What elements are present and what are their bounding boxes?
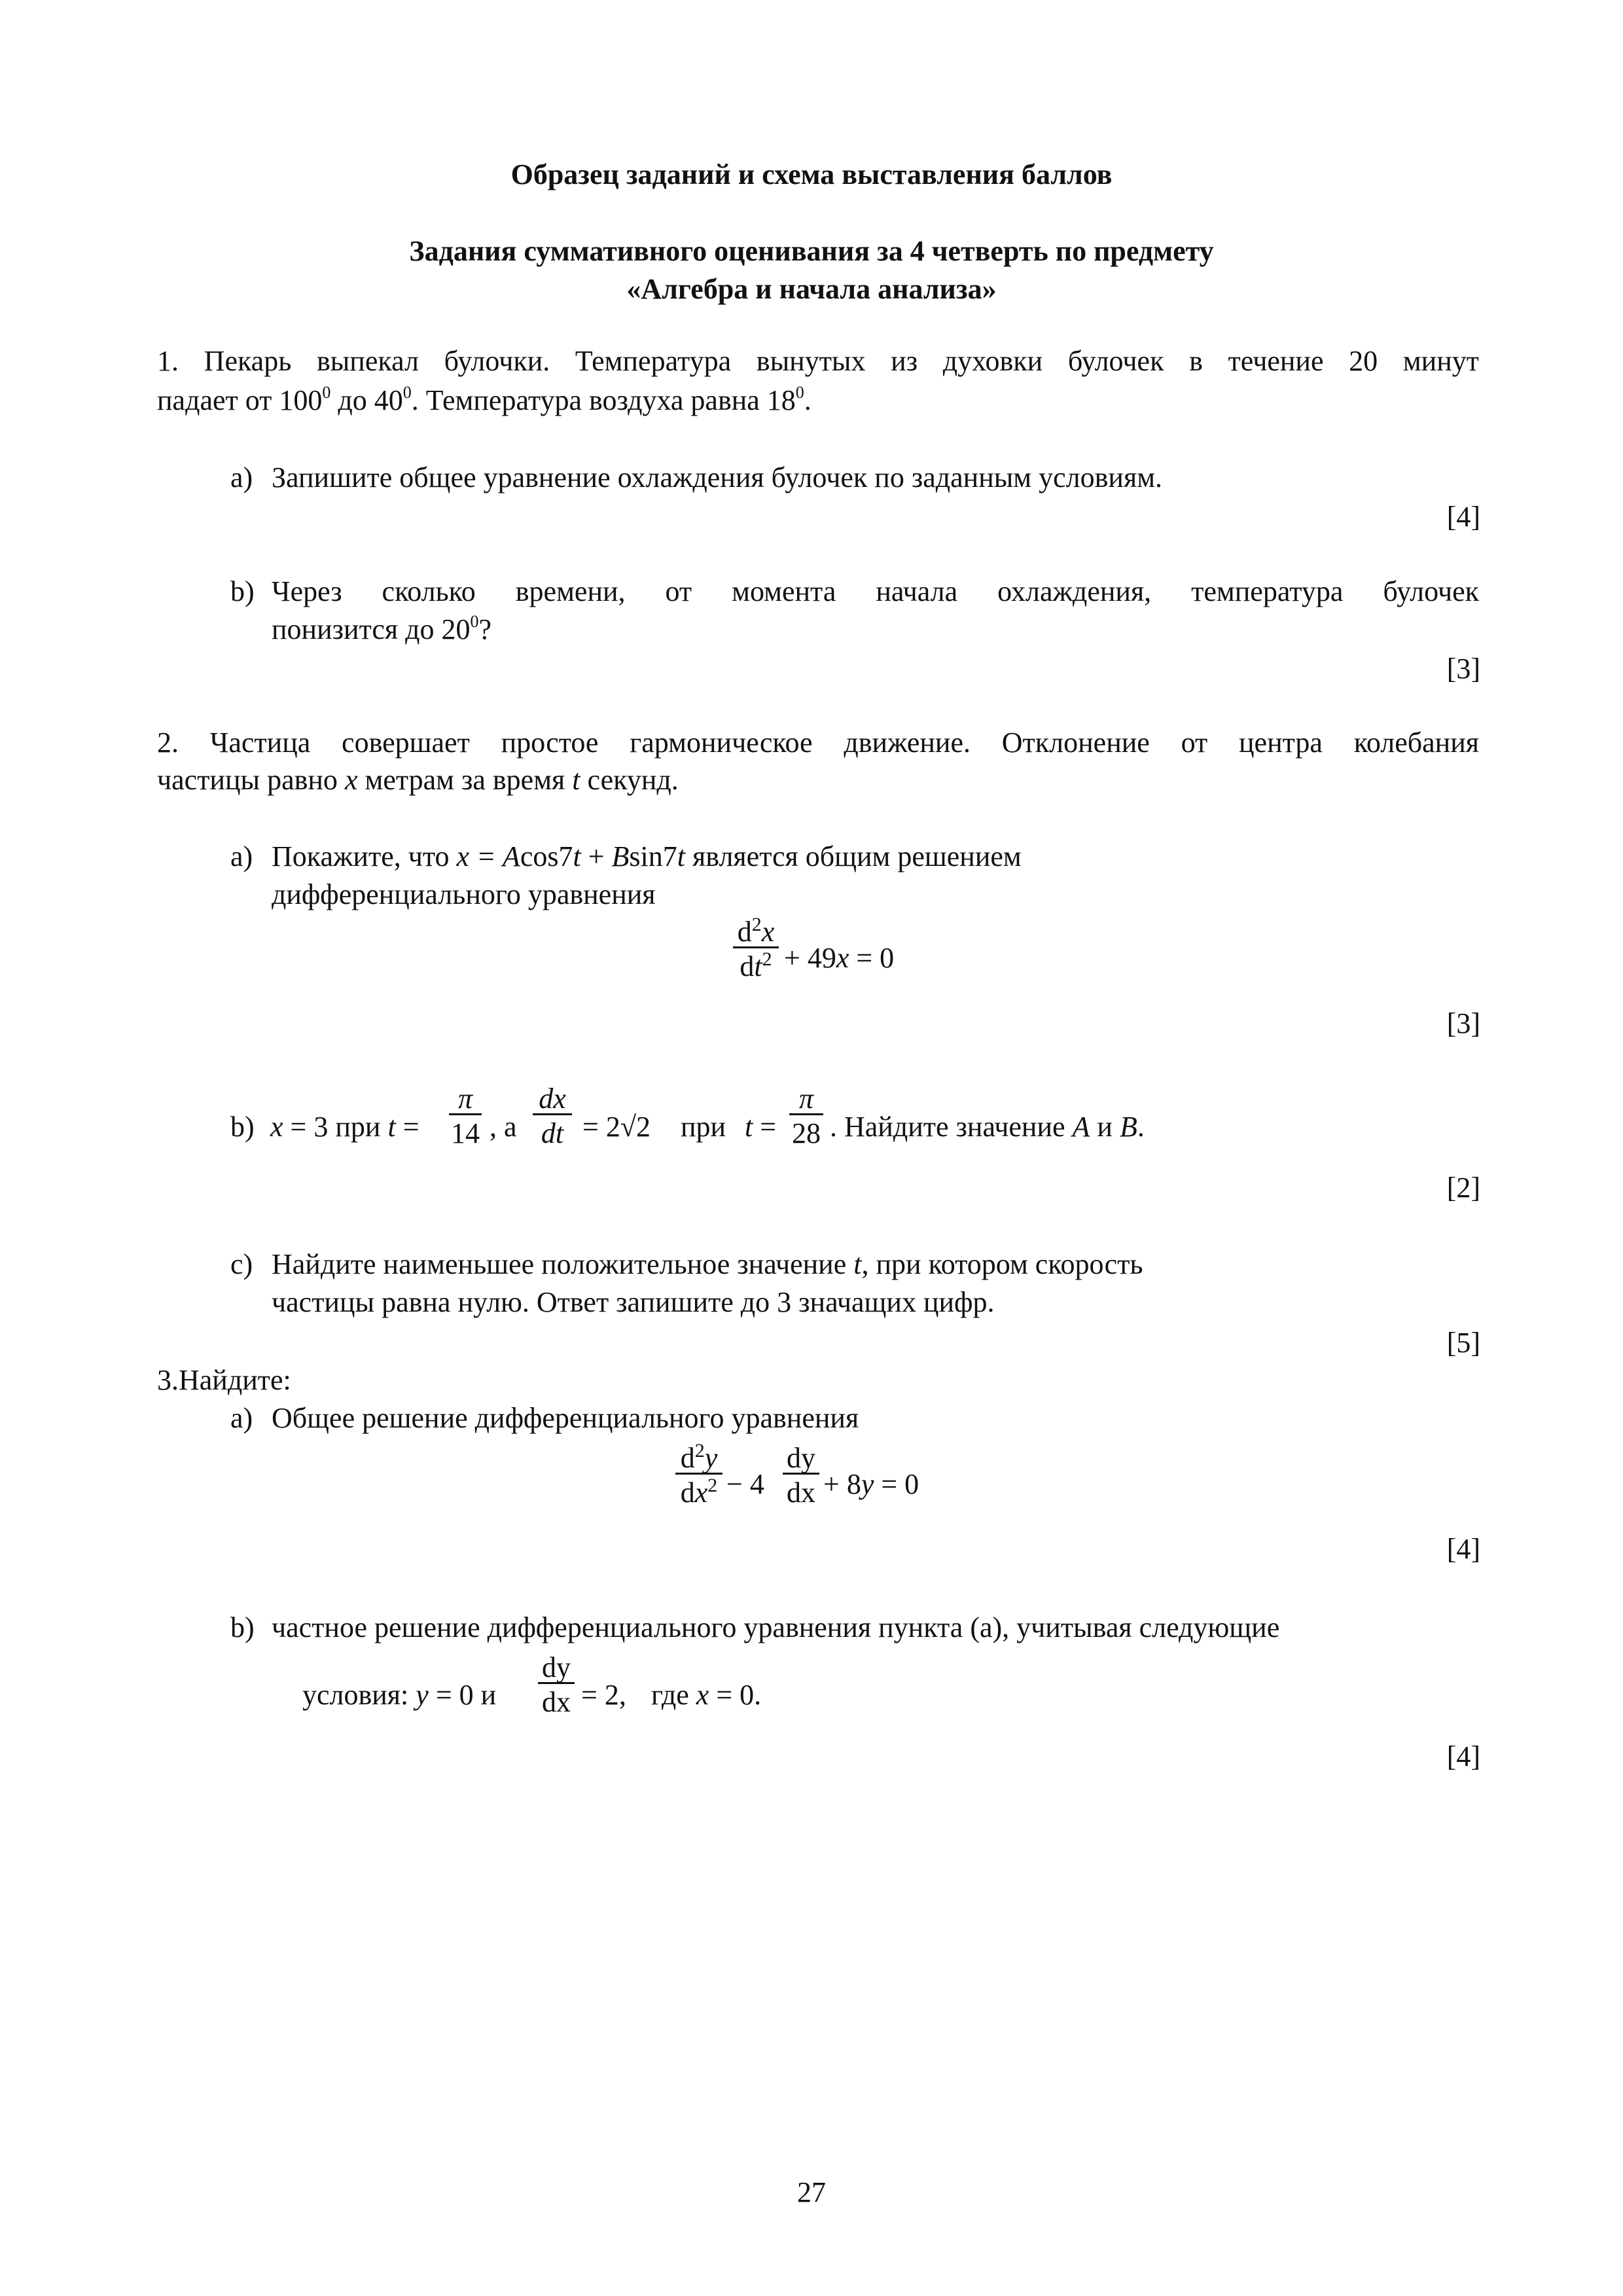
- var-x: x: [270, 1111, 283, 1143]
- task3-a-fraction-dydx: [783, 1444, 819, 1507]
- task1-b-score: [3]: [1446, 653, 1480, 685]
- pi-symbol: π: [457, 1083, 473, 1115]
- text-part: и: [1090, 1111, 1120, 1143]
- text-part: . Найдите значение: [830, 1111, 1073, 1143]
- task1-text-part: . Температура воздуха равна 18: [411, 384, 796, 416]
- task1-b-text-part: понизится до 20: [272, 613, 471, 645]
- task3-b-conditions-a: [302, 1681, 496, 1710]
- page-number: 27: [797, 2176, 826, 2208]
- d-symbol: d: [680, 1442, 695, 1474]
- text-part: = 0 и: [428, 1679, 497, 1711]
- task1-text-line2: [157, 383, 812, 416]
- task2-b-t-eq: [745, 1113, 776, 1141]
- equation-part: = 0: [874, 1468, 919, 1500]
- task3-b-fraction-dydx: [538, 1653, 575, 1717]
- task2-b-label: b): [230, 1111, 255, 1143]
- pi-symbol: π: [798, 1083, 814, 1115]
- power-sup: 2: [751, 914, 762, 935]
- task2-b-value: = 2√2: [582, 1111, 651, 1143]
- var-t: t: [745, 1111, 753, 1143]
- fraction-numerator: dx: [539, 1083, 566, 1115]
- task2-a-text-line2: дифференциального уравнения: [272, 878, 656, 910]
- task2-text-line1: 2. Частица совершает простое гармоническое движение. Отклонение от центра колебания: [157, 726, 1479, 759]
- var-x: x: [344, 764, 358, 796]
- task2-b-pri: при: [681, 1111, 726, 1143]
- text-part: .: [1137, 1111, 1145, 1143]
- var-t: t: [677, 840, 686, 872]
- task2-text-line2: [157, 766, 679, 795]
- formula-part: sin7: [629, 840, 677, 872]
- degree-sup: 0: [402, 383, 412, 402]
- text-part: =: [753, 1111, 777, 1143]
- task1-text-part: падает от 100: [157, 384, 323, 416]
- power-sup: 2: [694, 1440, 705, 1462]
- fraction-denominator: dt: [541, 1117, 564, 1149]
- equation-part: + 49: [784, 942, 836, 974]
- equation-part: + 8: [823, 1468, 861, 1500]
- fraction-denominator: 28: [792, 1117, 821, 1149]
- text-part: , при котором скорость: [861, 1248, 1143, 1280]
- task2-b-fraction-dxdt: [533, 1085, 572, 1148]
- task2-a-text-part: является общим решением: [685, 840, 1022, 872]
- fraction-numerator: dy: [787, 1442, 815, 1474]
- equation-part: = 0: [849, 942, 895, 974]
- task1-text-part: до 40: [330, 384, 403, 416]
- task2-text-part: частицы равно: [157, 764, 345, 796]
- text-part: условия:: [302, 1679, 416, 1711]
- task2-a-equation-fraction: [733, 914, 779, 982]
- task2-b-comma-a: , а: [490, 1111, 517, 1143]
- var-t: t: [853, 1248, 862, 1280]
- document-title: Образец заданий и схема выставления баллов: [510, 158, 1113, 190]
- var-y: y: [416, 1679, 429, 1711]
- task2-b-score: [2]: [1446, 1172, 1480, 1204]
- task3-b-label: b): [230, 1611, 255, 1643]
- degree-sup: 0: [470, 612, 479, 631]
- task1-b-text-part: ?: [478, 613, 492, 645]
- var-x: x: [761, 916, 775, 948]
- task1-b-text-line1: Через сколько времени, от момента начала охлаждения, температура булочек: [272, 575, 1479, 607]
- task3-a-label: a): [230, 1402, 253, 1434]
- var-t: t: [572, 764, 580, 796]
- var-x: x: [836, 942, 849, 974]
- task2-text-part: метрам за время: [357, 764, 573, 796]
- task3-a-score: [4]: [1446, 1533, 1480, 1565]
- task1-text-part: .: [804, 384, 812, 416]
- var-y: y: [861, 1468, 874, 1500]
- fraction-numerator: [733, 914, 779, 948]
- task3-b-conditions-b: [651, 1681, 761, 1710]
- task1-a-score: [4]: [1446, 501, 1480, 533]
- task2-b-part1: [270, 1113, 419, 1141]
- task3-a-fraction-d2y: [675, 1440, 722, 1509]
- text-part: =: [395, 1111, 419, 1143]
- d-symbol: d: [737, 916, 752, 948]
- task3-title: 3.Найдите:: [157, 1364, 291, 1396]
- task2-a-equation-rest: [784, 944, 894, 973]
- document-subtitle-line1: Задания суммативного оценивания за 4 четверть по предмету: [409, 235, 1214, 267]
- var-t: t: [387, 1111, 396, 1143]
- fraction-numerator: dy: [542, 1651, 571, 1683]
- text-part: где: [651, 1679, 696, 1711]
- degree-sup: 0: [795, 383, 804, 402]
- task1-b-label: b): [230, 575, 255, 607]
- task1-a-text: Запишите общее уравнение охлаждения булочек по заданным условиям.: [272, 461, 1163, 493]
- d-symbol: d: [680, 1477, 695, 1509]
- var-A: A: [1072, 1111, 1090, 1143]
- degree-sup: 0: [322, 383, 331, 402]
- var-B: B: [611, 840, 630, 872]
- task2-a-score: [3]: [1446, 1007, 1480, 1039]
- task2-c-label: c): [230, 1248, 253, 1280]
- fraction-denominator: [733, 948, 779, 982]
- var-x: x: [694, 1477, 708, 1509]
- document-subtitle-line2: «Алгебра и начала анализа»: [626, 273, 997, 305]
- text-part: = 0.: [709, 1679, 762, 1711]
- power-sup: 2: [762, 948, 772, 970]
- task2-a-text-line1: [272, 842, 1022, 871]
- task2-b-fraction-pi-28: [789, 1085, 823, 1148]
- text-part: Найдите наименьшее положительное значение: [272, 1248, 854, 1280]
- formula-part: cos7: [520, 840, 573, 872]
- task2-text-part: секунд.: [580, 764, 679, 796]
- var-x: x: [696, 1679, 709, 1711]
- task2-b-fraction-pi-14: [449, 1085, 482, 1148]
- fraction-denominator: dx: [542, 1686, 571, 1718]
- var-t: t: [573, 840, 581, 872]
- var-t: t: [754, 950, 762, 982]
- task1-b-text-line2: [272, 612, 492, 645]
- task1-text-line1: 1. Пекарь выпекал булочки. Температура вынутых из духовки булочек в течение 20 минут: [157, 345, 1479, 377]
- text-part: = 3 при: [283, 1111, 388, 1143]
- task1-a-label: a): [230, 461, 253, 493]
- fraction-denominator: [675, 1475, 722, 1509]
- fraction-denominator: dx: [787, 1477, 815, 1509]
- power-sup: 2: [707, 1475, 718, 1496]
- task2-c-text-line1: [272, 1250, 1143, 1279]
- formula-part: +: [580, 840, 612, 872]
- task3-b-text-line1: частное решение дифференциального уравнения пункта (а), учитывая следующие: [272, 1611, 1280, 1643]
- task3-b-value: = 2,: [581, 1679, 626, 1711]
- task3-a-text: Общее решение дифференциального уравнения: [272, 1402, 859, 1434]
- task2-a-label: a): [230, 840, 253, 872]
- fraction-denominator: 14: [451, 1117, 480, 1149]
- task2-b-tail: [830, 1113, 1145, 1141]
- var-y: y: [704, 1442, 718, 1474]
- task3-b-score: [4]: [1446, 1740, 1480, 1772]
- task2-c-score: [5]: [1446, 1327, 1480, 1359]
- task3-a-minus-4: − 4: [726, 1468, 764, 1500]
- task2-c-text-line2: частицы равна нулю. Ответ запишите до 3 значащих цифр.: [272, 1286, 995, 1318]
- fraction-numerator: [675, 1440, 722, 1474]
- task2-a-text-part: Покажите, что: [272, 840, 457, 872]
- var-B: B: [1119, 1111, 1137, 1143]
- d-symbol: d: [740, 950, 755, 982]
- task3-a-equation-rest: [823, 1470, 919, 1499]
- formula-part: x = A: [456, 840, 520, 872]
